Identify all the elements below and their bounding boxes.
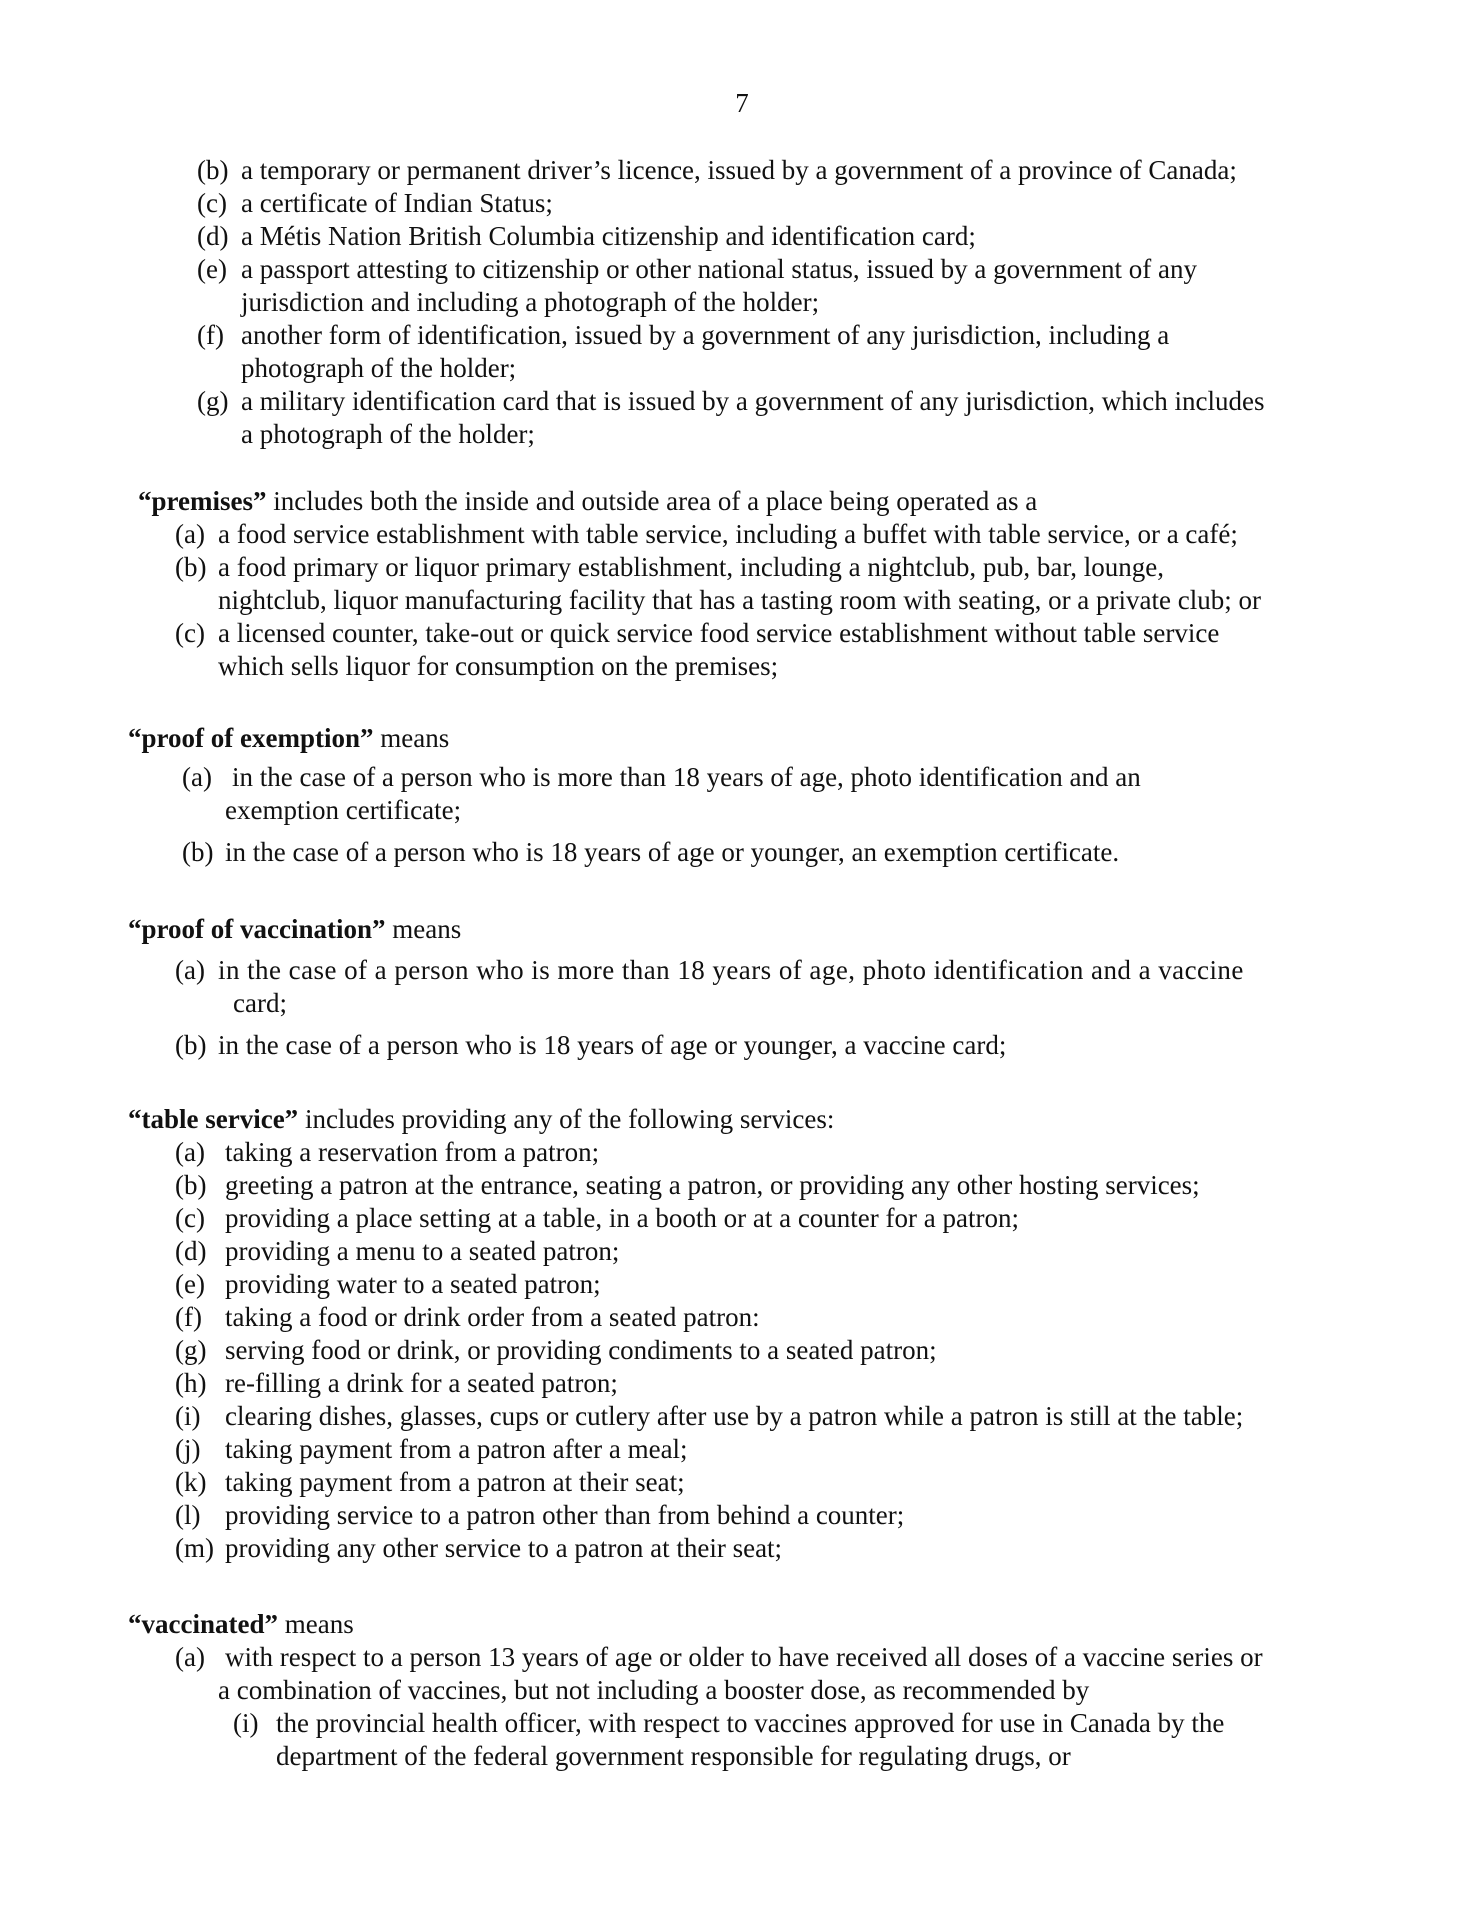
item-label: (d) <box>197 221 229 251</box>
item-text: another form of identification, issued by a government of any jurisdiction, including a <box>241 320 1170 350</box>
item-label: (a) <box>175 1137 205 1167</box>
item-label: (m) <box>175 1533 214 1563</box>
item-text: a licensed counter, take-out or quick service food service establishment without table service <box>218 618 1220 648</box>
item-text: re-filling a drink for a seated patron; <box>225 1368 618 1398</box>
item-label: (b) <box>182 837 214 867</box>
item-text: providing water to a seated patron; <box>225 1269 601 1299</box>
item-text: exemption certificate; <box>225 795 462 825</box>
item-text: jurisdiction and including a photograph of the holder; <box>241 287 820 317</box>
item-text: taking payment from a patron after a meal; <box>225 1434 688 1464</box>
item-text: a combination of vaccines, but not including a booster dose, as recommended by <box>218 1675 1090 1705</box>
item-text: in the case of a person who is more than 18 years of age, photo identification and a vaccine <box>218 955 1244 985</box>
defined-term: “table service” <box>128 1104 299 1134</box>
item-label: (b) <box>175 552 207 582</box>
item-label: (i) <box>233 1708 259 1738</box>
item-text: a temporary or permanent driver’s licence, issued by a government of a province of Canada; <box>241 155 1237 185</box>
item-text: a military identification card that is issued by a government of any jurisdiction, which includes <box>241 386 1265 416</box>
item-text: nightclub, liquor manufacturing facility that has a tasting room with seating, or a private club; or <box>218 585 1261 615</box>
item-text: taking a food or drink order from a seated patron: <box>225 1302 760 1332</box>
item-label: (a) <box>175 1642 205 1672</box>
item-label: (a) <box>175 955 205 985</box>
item-text: in the case of a person who is 18 years of age or younger, a vaccine card; <box>218 1030 1007 1060</box>
definition-heading <box>138 485 1037 518</box>
item-text: with respect to a person 13 years of age or older to have received all doses of a vaccine series or <box>225 1642 1263 1672</box>
definition-intro: includes providing any of the following services: <box>298 1104 835 1134</box>
item-label: (e) <box>175 1269 205 1299</box>
definition-heading <box>128 1608 354 1641</box>
item-label: (c) <box>197 188 227 218</box>
defined-term: “vaccinated” <box>128 1609 278 1639</box>
item-text: taking payment from a patron at their seat; <box>225 1467 685 1497</box>
definition-intro: means <box>385 914 462 944</box>
item-label: (l) <box>175 1500 201 1530</box>
item-text: in the case of a person who is 18 years of age or younger, an exemption certificate. <box>225 837 1120 867</box>
item-label: (c) <box>175 618 205 648</box>
item-label: (e) <box>197 254 227 284</box>
item-text: a food service establishment with table service, including a buffet with table service, or a café; <box>218 519 1238 549</box>
item-label: (b) <box>175 1170 207 1200</box>
definition-heading <box>128 1103 834 1136</box>
item-label: (b) <box>197 155 229 185</box>
item-text: clearing dishes, glasses, cups or cutlery after use by a patron while a patron is still at the table; <box>225 1401 1244 1431</box>
defined-term: “premises” <box>138 486 267 516</box>
item-label: (h) <box>175 1368 207 1398</box>
item-text: providing a menu to a seated patron; <box>225 1236 620 1266</box>
item-text: department of the federal government responsible for regulating drugs, or <box>276 1741 1071 1771</box>
item-text: serving food or drink, or providing condiments to a seated patron; <box>225 1335 937 1365</box>
item-label: (j) <box>175 1434 201 1464</box>
definition-intro: means <box>373 723 450 753</box>
definition-intro: includes both the inside and outside area of a place being operated as a <box>266 486 1038 516</box>
defined-term: “proof of exemption” <box>128 723 374 753</box>
definition-intro: means <box>277 1609 354 1639</box>
defined-term: “proof of vaccination” <box>128 914 386 944</box>
definition-heading <box>128 913 461 946</box>
item-text: a food primary or liquor primary establishment, including a nightclub, pub, bar, lounge, <box>218 552 1164 582</box>
item-text: a passport attesting to citizenship or other national status, issued by a government of any <box>241 254 1198 284</box>
item-label: (a) <box>182 762 212 792</box>
item-label: (f) <box>175 1302 202 1332</box>
item-label: (c) <box>175 1203 205 1233</box>
item-text: the provincial health officer, with respect to vaccines approved for use in Canada by the <box>276 1708 1225 1738</box>
item-label: (f) <box>197 320 224 350</box>
item-text: a Métis Nation British Columbia citizenship and identification card; <box>241 221 976 251</box>
item-text: photograph of the holder; <box>241 353 517 383</box>
item-text: in the case of a person who is more than 18 years of age, photo identification and an <box>232 762 1141 792</box>
item-text: providing a place setting at a table, in a booth or at a counter for a patron; <box>225 1203 1019 1233</box>
item-label: (g) <box>175 1335 207 1365</box>
item-text: a certificate of Indian Status; <box>241 188 553 218</box>
item-label: (k) <box>175 1467 207 1497</box>
item-text: providing any other service to a patron at their seat; <box>225 1533 783 1563</box>
item-text: a photograph of the holder; <box>241 419 535 449</box>
item-text: which sells liquor for consumption on the premises; <box>218 651 779 681</box>
item-text: card; <box>233 988 287 1018</box>
definition-heading <box>128 722 449 755</box>
item-label: (a) <box>175 519 205 549</box>
item-text: taking a reservation from a patron; <box>225 1137 600 1167</box>
item-text: providing service to a patron other than from behind a counter; <box>225 1500 905 1530</box>
item-label: (d) <box>175 1236 207 1266</box>
item-label: (b) <box>175 1030 207 1060</box>
item-label: (i) <box>175 1401 201 1431</box>
page-number: 7 <box>735 88 749 118</box>
item-text: greeting a patron at the entrance, seating a patron, or providing any other hosting services; <box>225 1170 1200 1200</box>
item-label: (g) <box>197 386 229 416</box>
